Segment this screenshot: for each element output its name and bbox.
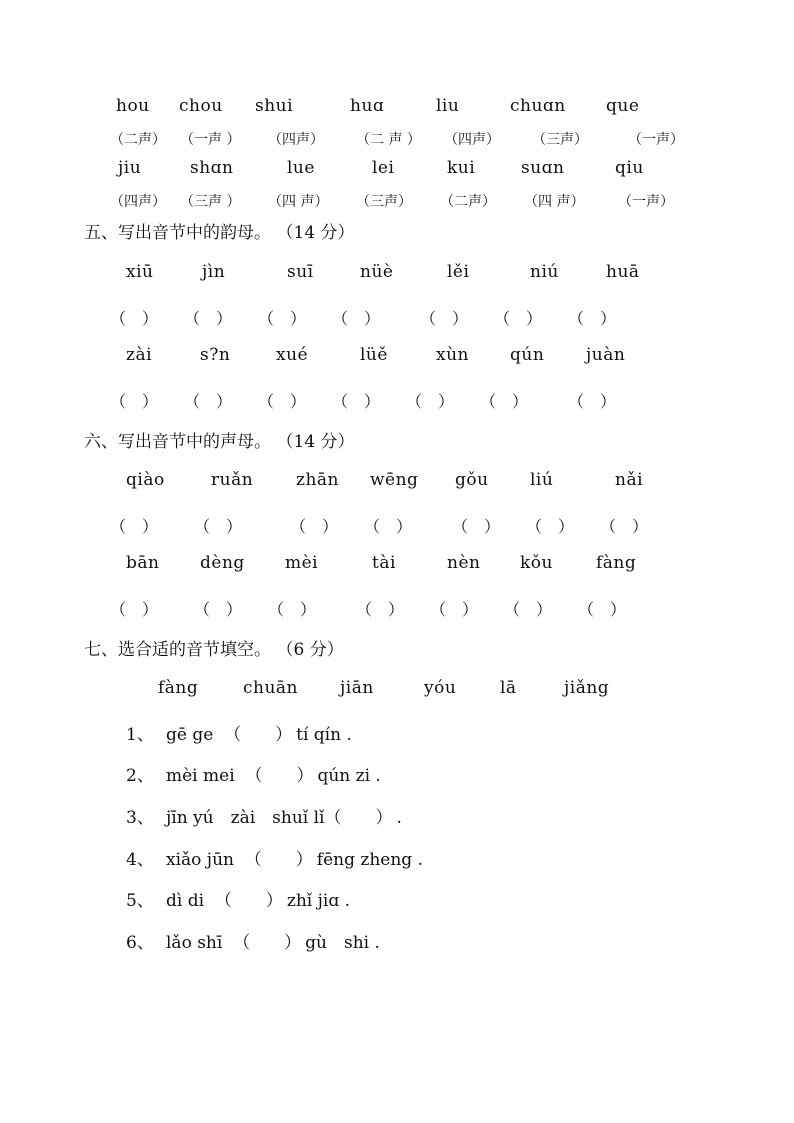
tone-syllable-row-2 bbox=[0, 154, 794, 182]
section-score: （6 分） bbox=[285, 640, 344, 660]
tone-label: （三声） bbox=[356, 194, 412, 210]
answer-blank[interactable]: （ ） bbox=[194, 517, 243, 536]
question-text-after: zhǐ jiɑ . bbox=[286, 891, 351, 911]
syllable: nüè bbox=[360, 262, 394, 282]
syllable: huɑ bbox=[350, 96, 385, 116]
tone-label: （一声） bbox=[618, 194, 674, 210]
answer-blank[interactable]: （ ） bbox=[110, 600, 159, 619]
syllable: mèi bbox=[285, 553, 319, 573]
question-number: 4、 bbox=[126, 850, 154, 870]
answer-blank[interactable]: （ ） bbox=[110, 309, 159, 328]
answer-blank[interactable]: （ ） bbox=[578, 600, 627, 619]
syllable: xiū bbox=[126, 262, 154, 282]
option-syllable: fàng bbox=[158, 678, 199, 698]
answer-blank[interactable]: （ ） bbox=[568, 392, 617, 411]
syllable: juàn bbox=[586, 345, 626, 365]
fill-question-3 bbox=[126, 803, 402, 828]
section-score: （14 分） bbox=[285, 223, 355, 243]
section-6-syllables-row-2 bbox=[0, 549, 794, 577]
question-number: 1、 bbox=[126, 725, 154, 745]
syllable: que bbox=[606, 96, 640, 116]
tone-label: （三声 ） bbox=[180, 194, 241, 210]
syllable: suɑn bbox=[521, 158, 565, 178]
question-text-before: dì di bbox=[166, 891, 205, 911]
section-score: （14 分） bbox=[285, 432, 355, 452]
question-text-before: mèi mei bbox=[166, 766, 235, 786]
fill-question-2 bbox=[126, 761, 381, 786]
tone-label: （四声） bbox=[444, 132, 500, 148]
fill-question-1 bbox=[126, 720, 352, 745]
syllable: s?n bbox=[200, 345, 231, 365]
question-number: 6、 bbox=[126, 933, 154, 953]
syllable: huā bbox=[606, 262, 640, 282]
answer-blank[interactable]: （ ） bbox=[290, 517, 339, 536]
question-text-after: gù shi . bbox=[305, 933, 380, 953]
section-title: 六、写出音节中的声母。 bbox=[84, 432, 271, 452]
syllable: tài bbox=[372, 553, 396, 573]
answer-blank[interactable]: （ ） bbox=[268, 600, 317, 619]
answer-blank[interactable]: （ ） bbox=[600, 517, 649, 536]
question-number: 5、 bbox=[126, 891, 154, 911]
tone-label-row-1 bbox=[0, 122, 794, 150]
question-text-before: jīn yú zài shuǐ lǐ bbox=[166, 808, 325, 828]
syllable: wēng bbox=[370, 470, 419, 490]
answer-blank[interactable]: （ ） bbox=[420, 309, 469, 328]
option-syllable: chuān bbox=[243, 678, 299, 698]
section-6-syllables-row-1 bbox=[0, 466, 794, 494]
tone-label: （四声） bbox=[268, 132, 324, 148]
syllable: suī bbox=[287, 262, 314, 282]
tone-label: （一声） bbox=[628, 132, 684, 148]
answer-blank[interactable]: （ ） bbox=[332, 309, 381, 328]
section-title: 七、选合适的音节填空。 bbox=[84, 640, 271, 660]
answer-blank[interactable]: （ ） bbox=[430, 600, 479, 619]
answer-blank[interactable]: （ ） bbox=[480, 392, 529, 411]
tone-label: （一声 ） bbox=[180, 132, 241, 148]
question-text-before: gē ge bbox=[166, 725, 214, 745]
answer-blank[interactable]: （ ） bbox=[332, 392, 381, 411]
section-6-answers-row-1 bbox=[0, 508, 794, 536]
syllable: lěi bbox=[447, 262, 470, 282]
tone-label: （三声） bbox=[532, 132, 588, 148]
section-6-heading bbox=[84, 427, 355, 452]
tone-label: （四 声） bbox=[524, 194, 585, 210]
answer-blank[interactable]: （ ） bbox=[244, 850, 313, 870]
syllable: zhān bbox=[296, 470, 339, 490]
syllable: dèng bbox=[200, 553, 245, 573]
answer-blank[interactable]: （ ） bbox=[233, 933, 302, 953]
syllable: liú bbox=[530, 470, 554, 490]
tone-label: （四声） bbox=[110, 194, 166, 210]
question-number: 2、 bbox=[126, 766, 154, 786]
answer-blank[interactable]: （ ） bbox=[245, 766, 314, 786]
syllable: fàng bbox=[596, 553, 637, 573]
section-5-heading bbox=[84, 218, 355, 243]
answer-blank[interactable]: （ ） bbox=[258, 392, 307, 411]
syllable: shui bbox=[255, 96, 294, 116]
answer-blank[interactable]: （ ） bbox=[324, 808, 393, 828]
question-number: 3、 bbox=[126, 808, 154, 828]
section-7-heading bbox=[84, 635, 344, 660]
syllable: qiu bbox=[615, 158, 644, 178]
answer-blank[interactable]: （ ） bbox=[110, 392, 159, 411]
answer-blank[interactable]: （ ） bbox=[406, 392, 455, 411]
answer-blank[interactable]: （ ） bbox=[568, 309, 617, 328]
option-syllable: jiān bbox=[340, 678, 374, 698]
answer-blank[interactable]: （ ） bbox=[504, 600, 553, 619]
section-title: 五、写出音节中的韵母。 bbox=[84, 223, 271, 243]
option-syllable: lā bbox=[500, 678, 517, 698]
answer-blank[interactable]: （ ） bbox=[364, 517, 413, 536]
syllable: xùn bbox=[436, 345, 469, 365]
tone-syllable-row-1 bbox=[0, 92, 794, 120]
answer-blank[interactable]: （ ） bbox=[494, 309, 543, 328]
option-syllable: yóu bbox=[424, 678, 457, 698]
syllable: qún bbox=[510, 345, 545, 365]
syllable: jìn bbox=[202, 262, 226, 282]
tone-label: （二 声 ） bbox=[356, 132, 421, 148]
syllable: lue bbox=[287, 158, 315, 178]
answer-blank[interactable]: （ ） bbox=[356, 600, 405, 619]
fill-question-6 bbox=[126, 928, 380, 953]
question-text-before: xiǎo jūn bbox=[166, 850, 234, 870]
question-text-after: tí qín . bbox=[296, 725, 352, 745]
syllable: bān bbox=[126, 553, 160, 573]
question-text-after: qún zi . bbox=[317, 766, 381, 786]
answer-blank[interactable]: （ ） bbox=[184, 392, 233, 411]
section-5-answers-row-2 bbox=[0, 383, 794, 411]
section-7-options-row bbox=[0, 674, 794, 702]
question-text-before: lǎo shī bbox=[166, 933, 223, 953]
fill-question-4 bbox=[126, 845, 423, 870]
syllable: xué bbox=[276, 345, 309, 365]
syllable: lei bbox=[372, 158, 395, 178]
section-6-answers-row-2 bbox=[0, 591, 794, 619]
tone-label: （四 声） bbox=[268, 194, 329, 210]
answer-blank[interactable]: （ ） bbox=[258, 309, 307, 328]
syllable: niú bbox=[530, 262, 559, 282]
syllable: chuɑn bbox=[510, 96, 566, 116]
tone-label-row-2 bbox=[0, 184, 794, 212]
syllable: zài bbox=[126, 345, 153, 365]
question-text-after: fēng zheng . bbox=[316, 850, 423, 870]
syllable: qiào bbox=[126, 470, 165, 490]
syllable: kui bbox=[447, 158, 476, 178]
syllable: hou bbox=[116, 96, 150, 116]
fill-question-5 bbox=[126, 886, 350, 911]
section-5-syllables-row-1 bbox=[0, 258, 794, 286]
section-5-answers-row-1 bbox=[0, 300, 794, 328]
option-syllable: jiǎng bbox=[564, 678, 610, 698]
answer-blank[interactable]: （ ） bbox=[214, 891, 283, 911]
answer-blank[interactable]: （ ） bbox=[110, 517, 159, 536]
tone-label: （二声） bbox=[110, 132, 166, 148]
syllable: gǒu bbox=[455, 470, 489, 490]
syllable: nèn bbox=[447, 553, 481, 573]
syllable: shɑn bbox=[190, 158, 234, 178]
answer-blank[interactable]: （ ） bbox=[224, 725, 293, 745]
section-5-syllables-row-2 bbox=[0, 341, 794, 369]
answer-blank[interactable]: （ ） bbox=[526, 517, 575, 536]
answer-blank[interactable]: （ ） bbox=[194, 600, 243, 619]
answer-blank[interactable]: （ ） bbox=[184, 309, 233, 328]
syllable: jiu bbox=[118, 158, 142, 178]
question-text-after: . bbox=[396, 808, 402, 828]
answer-blank[interactable]: （ ） bbox=[452, 517, 501, 536]
tone-label: （二声） bbox=[440, 194, 496, 210]
syllable: chou bbox=[179, 96, 223, 116]
syllable: kǒu bbox=[520, 553, 553, 573]
syllable: liu bbox=[436, 96, 460, 116]
syllable: nǎi bbox=[615, 470, 644, 490]
syllable: lüě bbox=[360, 345, 388, 365]
syllable: ruǎn bbox=[211, 470, 254, 490]
